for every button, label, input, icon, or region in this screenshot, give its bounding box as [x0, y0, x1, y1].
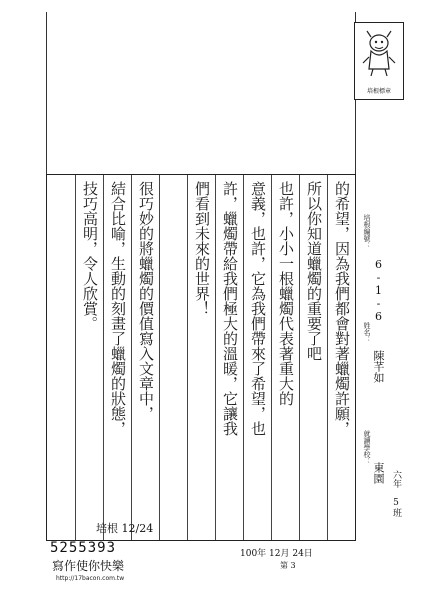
essay-column-text: 結合比喻，生動的刻畫了蠟燭的狀態， — [109, 181, 127, 436]
website-url: http://17bacon.com.tw — [56, 575, 125, 582]
student-id-label: 培根編號： — [363, 214, 371, 249]
grid-column-divider — [131, 175, 132, 540]
grid-column-divider — [75, 175, 76, 540]
page-number: 第 3 — [280, 561, 296, 570]
student-id-value: 6-1-6 — [372, 258, 385, 323]
grade-value: 六年 5班 — [391, 470, 401, 517]
grid-column-divider — [159, 175, 160, 540]
brand-slogan: 寫作使你快樂 — [52, 559, 125, 573]
name-label: 姓名： — [363, 322, 371, 343]
essay-column-text: 的希望，因為我們都會對著蠟燭許願， — [333, 181, 351, 436]
stamp-box — [354, 22, 404, 100]
essay-column-text: 許，蠟燭帶給我們極大的溫暖，它讓我 — [221, 181, 239, 436]
grid-column-divider — [243, 175, 244, 540]
score-mark: 培根 12/24 — [96, 522, 154, 535]
grid-column-divider — [299, 175, 300, 540]
stamp-label: 培根標章 — [366, 88, 391, 95]
essay-column-text: 技巧高明，令人欣賞。 — [81, 181, 99, 331]
barcode-number: 5255393 — [50, 540, 117, 556]
essay-grid — [46, 174, 356, 541]
grid-column-divider — [187, 175, 188, 540]
school-label: 就讀學校： — [363, 430, 371, 465]
essay-column-text: 也許，小小一根蠟燭代表著重大的 — [277, 181, 295, 406]
essay-column-text: 意義，也許，它為我們帶來了希望，也 — [249, 181, 267, 436]
essay-column-text: 所以你知道蠟燭的重要了吧 — [305, 181, 323, 361]
top-frame — [46, 12, 356, 174]
essay-column-text: 們看到未來的世界！ — [193, 181, 211, 316]
grid-column-divider — [327, 175, 328, 540]
mascot-logo-icon — [361, 29, 397, 79]
essay-column-text: 很巧妙的將蠟燭的價值寫入文章中， — [137, 181, 155, 421]
grid-column-divider — [103, 175, 104, 540]
name-value: 陳芊如 — [372, 350, 385, 383]
date-text: 100年 12月 24日 — [240, 549, 313, 559]
school-value: 東園 — [372, 462, 385, 484]
grid-column-divider — [215, 175, 216, 540]
grid-column-divider — [271, 175, 272, 540]
